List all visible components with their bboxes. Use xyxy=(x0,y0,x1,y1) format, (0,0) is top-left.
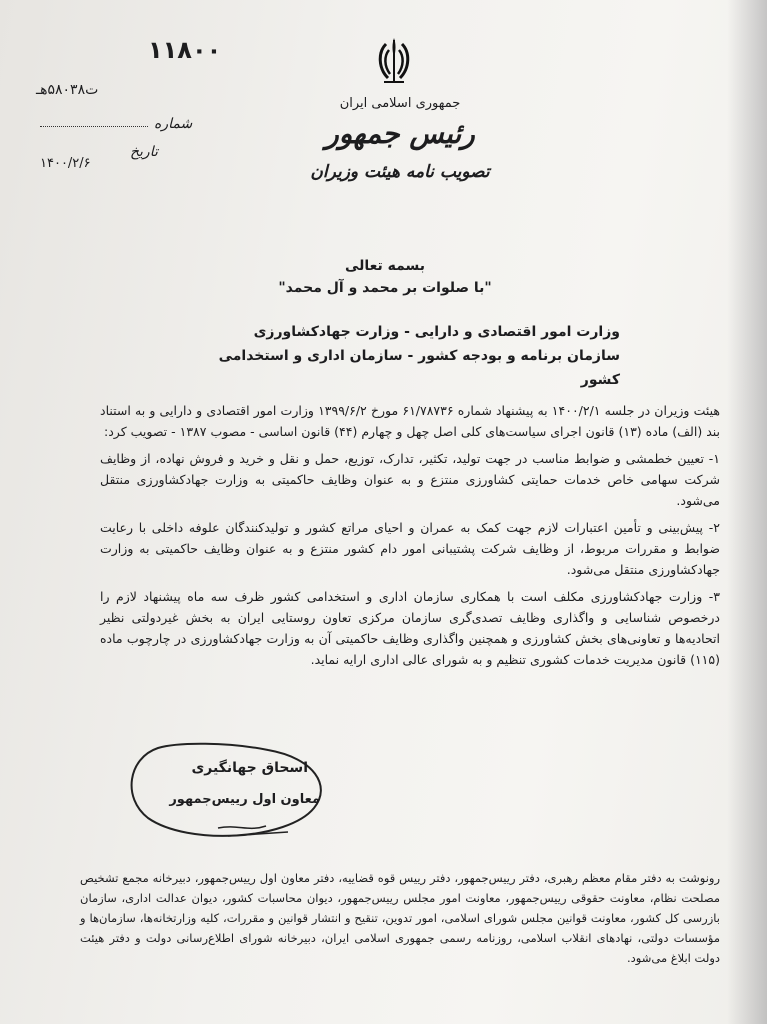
recipients-block xyxy=(190,320,620,392)
decree-item-2: ۲- پیش‌بینی و تأمین اعتبارات لازم جهت کمک به عمران و احیای مراتع کشور و تولیدکنندگان علوفه داخلی با رعایت ضوابط و مقررات مربوط، از وظایف شرکت پشتیبانی امور دام کشور منتزع و به عنوان وظایف حاکمیتی به وزارت جهادکشاورزی منتقل می‌شود. xyxy=(100,520,720,577)
reference-number: ت۵۸۰۳۸هـ xyxy=(36,82,99,98)
signature-block xyxy=(118,728,328,848)
cc-text: رونوشت به دفتر مقام معظم رهبری، دفتر رییس‌جمهور، دفتر رییس قوه قضاییه، دفتر معاون اول رییس‌جمهور، دبیرخانه مجمع تشخیص مصلحت نظام، معاونت حقوقی رییس‌جمهور، معاونت امور مجلس رییس‌جمهور، دیوان محاسبات کشور، دیوان عدالت اداری، سازمان بازرسی کل کشور، معاونت قوانین مجلس شورای اسلامی، امور تدوین، تنقیح و انتشار قوانین و مقررات، کلیه وزارتخانه‌ها، سازمان‌ها و مؤسسات دولتی، نهادهای انقلاب اسلامی، روزنامه رسمی جمهوری اسلامی ایران، دبیرخانه شورای اطلاع‌رسانی دولت و دفتر هیئت دولت ابلاغ می‌شود. xyxy=(80,871,720,965)
document-number: ۱۱۸۰۰ xyxy=(148,36,222,64)
signature-scribble-icon xyxy=(118,728,328,848)
decree-item-3: ۳- وزارت جهادکشاورزی مکلف است با همکاری سازمان اداری و استخدامی کشور ظرف سه ماه پیشنهاد لازم را درخصوص شناسایی و واگذاری وظایف تصدی‌گری سازمان مرکزی تعاون روستایی ایران به بخش غیردولتی نظیر اتحادیه‌ها و تعاونی‌های بخش کشاورزی و همچنین واگذاری وظایف حاکمیتی آن به وزارت جهادکشاورزی در چارچوب ماده (۱۱۵) قانون مدیریت خدمات کشوری تنظیم و به شورای عالی اداری ارایه نماید. xyxy=(100,589,720,667)
cc-block xyxy=(80,868,720,968)
date-label: تاریخ xyxy=(130,144,158,160)
header-title-block xyxy=(290,96,510,182)
decree-item-1: ۱- تعیین خطمشی و ضوابط مناسب در جهت تولید، تکثیر، تدارک، توزیع، حمل و نقل و خرید و فروش نهاده، از وظایف شرکت سهامی خاص خدمات حمایتی کشاورزی منتزع و به عنوان وظایف حاکمیتی به وزارت جهادکشاورزی منتقل می‌شود. xyxy=(100,451,720,508)
header-reference-block xyxy=(30,30,230,170)
document-type: تصویب نامه هیئت وزیران xyxy=(310,162,490,182)
page-shadow xyxy=(727,0,767,1024)
date-value: ۱۴۰۰/۲/۶ xyxy=(40,156,91,171)
iran-emblem-icon xyxy=(372,36,416,86)
recipients-line-2: سازمان برنامه و بودجه کشور - سازمان اداری و استخدامی کشور xyxy=(218,348,620,388)
office-title: رئیس جمهور xyxy=(325,117,475,150)
signatory-title: معاون اول رییس‌جمهور xyxy=(169,792,320,807)
basmala-block xyxy=(200,258,570,296)
salavat-line: "با صلوات بر محمد و آل محمد" xyxy=(278,280,492,296)
decree-body xyxy=(100,400,720,676)
signatory-name: اسحاق جهانگیری xyxy=(191,760,308,776)
basmala-line: بسمه تعالی xyxy=(344,258,426,274)
number-dotted-line xyxy=(40,126,148,127)
recipients-line-1: وزارت امور اقتصادی و دارایی - وزارت جهادکشاورزی xyxy=(253,324,620,340)
number-label: شماره xyxy=(154,116,193,132)
decree-intro: هیئت وزیران در جلسه ۱۴۰۰/۲/۱ به پیشنهاد شماره ۶۱/۷۸۷۳۶ مورخ ۱۳۹۹/۶/۲ وزارت امور اقتصادی و دارایی و به استناد بند (الف) ماده (۱۳) قانون اجرای سیاست‌های کلی اصل چهل و چهارم (۴۴) قانون اساسی - مصوب ۱۳۸۷ - تصویب کرد: xyxy=(100,403,720,439)
country-name: جمهوری اسلامی ایران xyxy=(339,96,461,111)
